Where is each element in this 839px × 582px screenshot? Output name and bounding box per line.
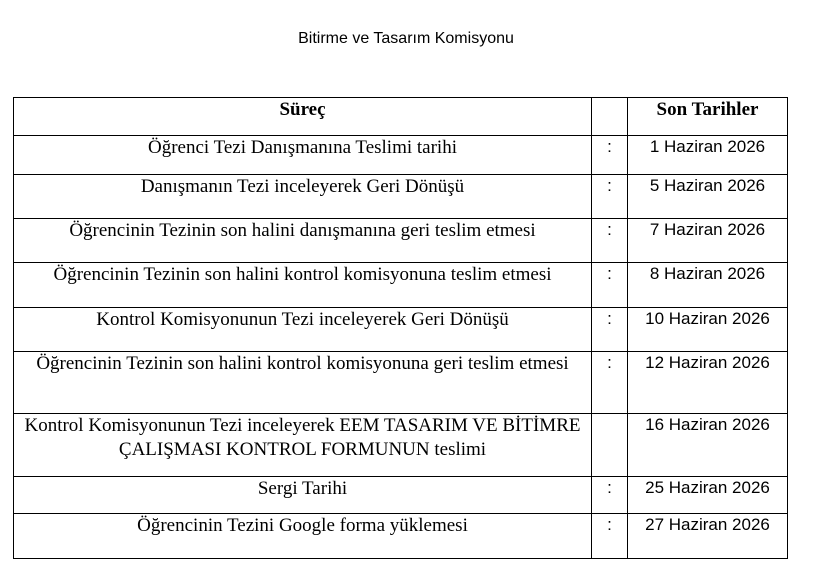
separator-cell: : <box>592 352 628 414</box>
separator-cell: : <box>592 308 628 352</box>
date-cell: 27 Haziran 2026 <box>628 514 788 559</box>
date-cell: 8 Haziran 2026 <box>628 263 788 308</box>
process-cell: Öğrencinin Tezinin son halini danışmanına geri teslim etmesi <box>14 219 592 263</box>
separator-cell: : <box>592 136 628 175</box>
date-cell: 1 Haziran 2026 <box>628 136 788 175</box>
table-row <box>14 136 788 175</box>
date-cell: 12 Haziran 2026 <box>628 352 788 414</box>
date-cell: 25 Haziran 2026 <box>628 477 788 514</box>
date-cell: 16 Haziran 2026 <box>628 414 788 477</box>
table-header-row <box>14 98 788 136</box>
header-process: Süreç <box>14 98 592 136</box>
table-row <box>14 352 788 414</box>
table-row <box>14 514 788 559</box>
separator-cell <box>592 414 628 477</box>
process-cell: Kontrol Komisyonunun Tezi inceleyerek Geri Dönüşü <box>14 308 592 352</box>
date-cell: 5 Haziran 2026 <box>628 175 788 219</box>
separator-cell: : <box>592 477 628 514</box>
process-cell: Öğrenci Tezi Danışmanına Teslimi tarihi <box>14 136 592 175</box>
date-cell: 7 Haziran 2026 <box>628 219 788 263</box>
table-row <box>14 414 788 477</box>
separator-cell: : <box>592 175 628 219</box>
process-cell: Sergi Tarihi <box>14 477 592 514</box>
separator-cell: : <box>592 514 628 559</box>
separator-cell: : <box>592 263 628 308</box>
process-cell: Öğrencinin Tezinin son halini kontrol komisyonuna geri teslim etmesi <box>14 352 592 414</box>
table-row <box>14 263 788 308</box>
header-separator <box>592 98 628 136</box>
date-cell: 10 Haziran 2026 <box>628 308 788 352</box>
process-cell: Öğrencinin Tezinin son halini kontrol komisyonuna teslim etmesi <box>14 263 592 308</box>
table-row <box>14 219 788 263</box>
header-deadlines: Son Tarihler <box>628 98 788 136</box>
table-row <box>14 477 788 514</box>
table-row <box>14 175 788 219</box>
schedule-table <box>13 97 788 559</box>
process-cell: Öğrencinin Tezini Google forma yüklemesi <box>14 514 592 559</box>
process-cell: Danışmanın Tezi inceleyerek Geri Dönüşü <box>14 175 592 219</box>
process-cell: Kontrol Komisyonunun Tezi inceleyerek EEM TASARIM VE BİTİMRE ÇALIŞMASI KONTROL FORMUNUN teslimi <box>14 414 592 477</box>
table-row <box>14 308 788 352</box>
document-title: Bitirme ve Tasarım Komisyonu <box>298 30 514 47</box>
separator-cell: : <box>592 219 628 263</box>
